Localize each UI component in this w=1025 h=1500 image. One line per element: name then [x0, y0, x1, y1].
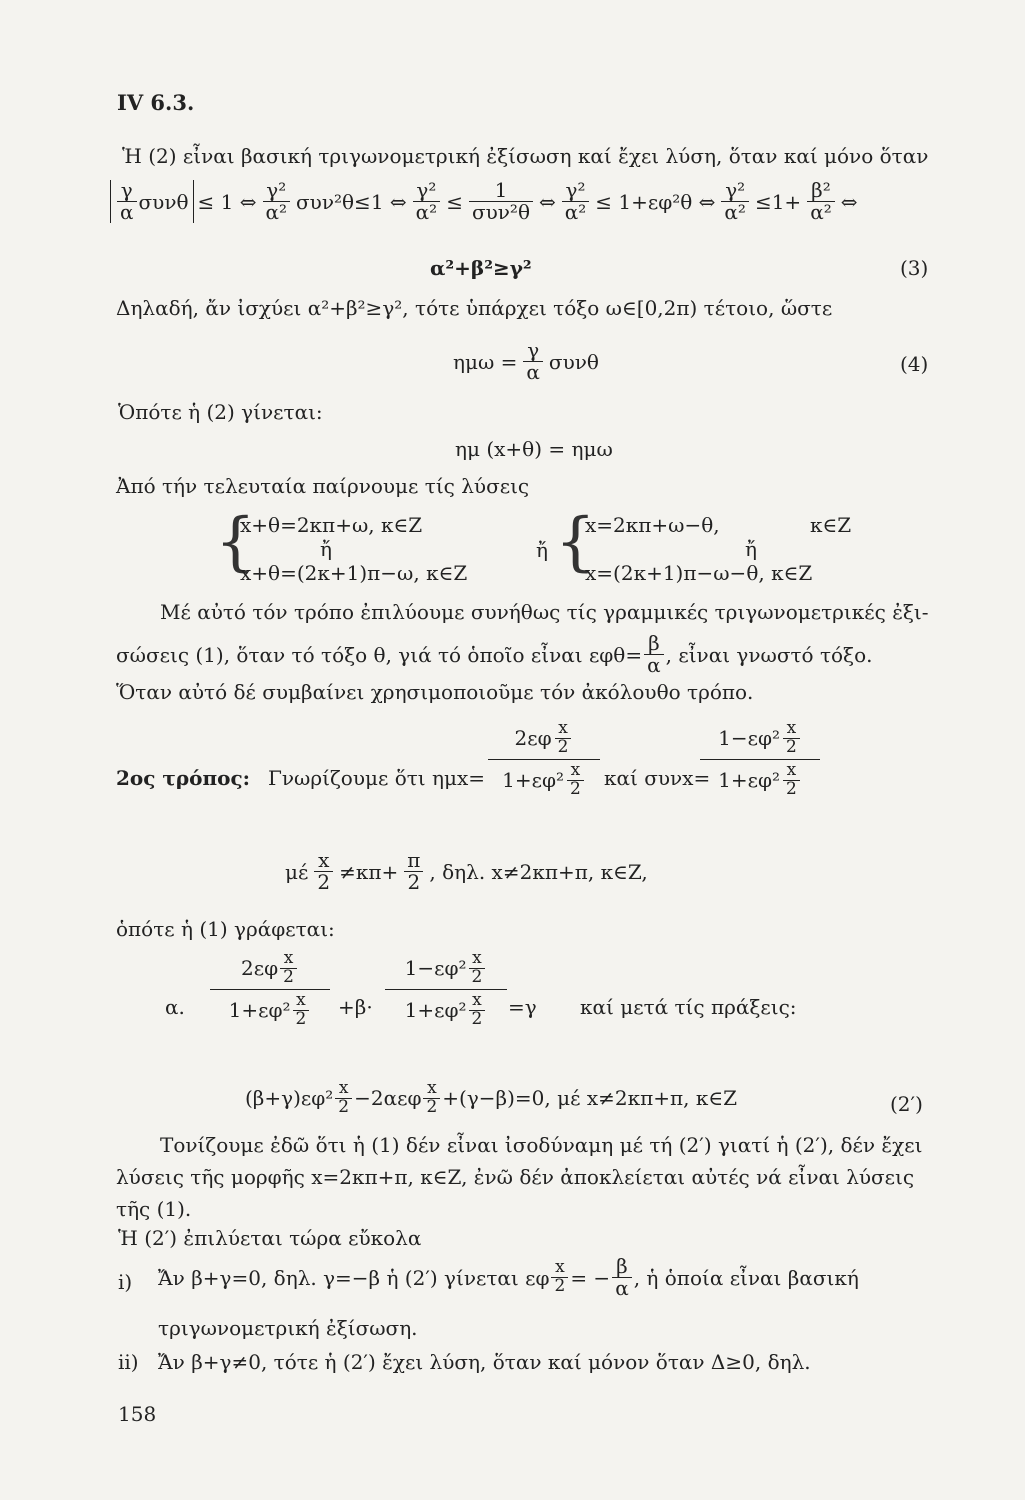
right-brace: {	[555, 505, 596, 579]
method2-text: Γνωρίζουμε ὅτι ημx=	[268, 766, 486, 790]
sol-right-1b: κ∈Z	[810, 513, 852, 537]
sin-fraction: 2εφ $\frac{x}{2}$ 1+εφ² $\frac{x}{2}$	[488, 720, 600, 798]
big-eq-frac2: 1−εφ² $\frac{x}{2}$ 1+εφ² $\frac{x}{2}$	[385, 950, 507, 1028]
equation-3-label: (3)	[900, 256, 929, 280]
para2-line3: τῆς (1).	[116, 1197, 192, 1221]
para2-line2: λύσεις τῆς μορφῆς x=2κπ+π, κ∈Z, ἐνῶ δέν ἀποκλείεται αὐτές νά εἶναι λύσεις	[116, 1165, 915, 1189]
section-header: IV 6.3.	[117, 90, 195, 115]
abs-value: $\frac{\gamma}{\alpha}$ συνθ	[110, 180, 194, 223]
item-ii-text: Ἄν β+γ≠0, τότε ἡ (2′) ἔχει λύση, ὅταν καί μόνον ὅταν Δ≥0, δηλ.	[158, 1350, 811, 1374]
line-apo: Ἀπό τήν τελευταία παίρνουμε τίς λύσεις	[116, 474, 530, 498]
para2-line1: Τονίζουμε ἐδῶ ὅτι ἡ (1) δέν εἶναι ἰσοδύναμη μέ τή (2′) γιατί ἡ (2′), δέν ἔχει	[160, 1133, 923, 1157]
equation-hmx: ημ (x+θ) = ημω	[455, 437, 613, 461]
para2-line4: Ἡ (2′) ἐπιλύεται τώρα εὔκολα	[118, 1226, 422, 1250]
sol-left-2: ἤ	[320, 537, 332, 561]
cos-fraction: 1−εφ² $\frac{x}{2}$ 1+εφ² $\frac{x}{2}$	[700, 720, 820, 798]
page-number: 158	[118, 1402, 157, 1426]
method2-and: καί συνx=	[604, 766, 711, 790]
sol-left-1: x+θ=2κπ+ω, κ∈Z	[240, 513, 423, 537]
item-i-cont: τριγωνομετρική ἐξίσωση.	[158, 1316, 418, 1340]
big-eq-rhs: =γ	[508, 995, 537, 1019]
item-ii-label: ii)	[118, 1350, 139, 1374]
big-eq-after: καί μετά τίς πράξεις:	[580, 995, 797, 1019]
big-eq-plus: +β·	[338, 995, 373, 1019]
line-dilady: Δηλαδή, ἄν ἰσχύει α²+β²≥γ², τότε ὑπάρχει τόξο ω∈[0,2π) τέτοιο, ὥστε	[116, 296, 833, 320]
intro-line: Ἡ (2) εἶναι βασική τριγωνομετρική ἐξίσωση καί ἔχει λύση, ὅταν καί μόνο ὅταν	[122, 144, 929, 168]
line-opote: Ὁπότε ἡ (2) γίνεται:	[118, 400, 323, 424]
sol-right-2: ἤ	[745, 537, 757, 561]
big-eq-a: α.	[165, 995, 185, 1019]
item-i-label: i)	[118, 1270, 133, 1294]
para1-line1: Μέ αὐτό τόν τρόπο ἐπιλύουμε συνήθως τίς γραμμικές τριγωνομετρικές ἐξι-	[160, 600, 929, 624]
method2-label: 2ος τρόπος:	[116, 766, 251, 790]
equation-4: ημω = $\frac{\gamma}{\alpha}$ συνθ	[453, 338, 599, 384]
sol-left-3: x+θ=(2κ+1)π−ω, κ∈Z	[240, 561, 468, 585]
sol-right-1a: x=2κπ+ω−θ,	[585, 513, 720, 537]
sol-or: ἤ	[536, 538, 548, 562]
para1-line3: Ὅταν αὐτό δέ συμβαίνει χρησιμοποιοῦμε τόν ἀκόλουθο τρόπο.	[116, 680, 754, 704]
item-i-text: Ἄν β+γ=0, δηλ. γ=−β ἡ (2′) γίνεται εφ $\frac{x}{2}$ = − $\frac{\beta}{\alpha}$ , ἡ ὁποία εἶναι βασική	[158, 1254, 859, 1300]
equation-2prime-label: (2′)	[890, 1092, 923, 1116]
para1-line2: σώσεις (1), ὅταν τό τόξο θ, γιά τό ὁποῖο εἶναι εφθ= $\frac{\beta}{\alpha}$ , εἶναι γνωστό τόξο.	[116, 631, 873, 677]
equation-2prime: (β+γ)εφ² $\frac{x}{2}$ −2αεφ $\frac{x}{2}$ +(γ−β)=0, μέ x≠2κπ+π, κ∈Z	[245, 1078, 738, 1117]
sol-right-3: x=(2κ+1)π−ω−θ, κ∈Z	[585, 561, 813, 585]
equation-4-label: (4)	[900, 352, 929, 376]
inequality-chain: $\frac{\gamma}{\alpha}$ συνθ ≤ 1 ⇔ $\frac{\text{γ²}}{\text{α²}}$ συν²θ≤1 ⇔ $\frac{\text{γ²}}{\text{α²}}$ ≤ $\frac{1}{\text{συν²θ}}$ ⇔ $\frac{\text{γ²}}{\text{α²}}$ ≤ 1+εφ²θ ⇔ $\frac{\text{γ²}}{\text{α²}}$ ≤1+ $\frac{\text{β²}}{\text{α²}}$ ⇔	[110, 180, 858, 223]
left-brace: {	[215, 505, 256, 579]
line-opote2: ὁπότε ἡ (1) γράφεται:	[116, 917, 335, 941]
equation-3: α²+β²≥γ²	[430, 256, 532, 280]
big-eq-frac1: 2εφ $\frac{x}{2}$ 1+εφ² $\frac{x}{2}$	[210, 950, 330, 1028]
condition-line: μέ $\frac{x}{2}$ ≠κπ+ $\frac{\pi}{2}$ , δηλ. x≠2κπ+π, κ∈Z,	[285, 848, 648, 894]
